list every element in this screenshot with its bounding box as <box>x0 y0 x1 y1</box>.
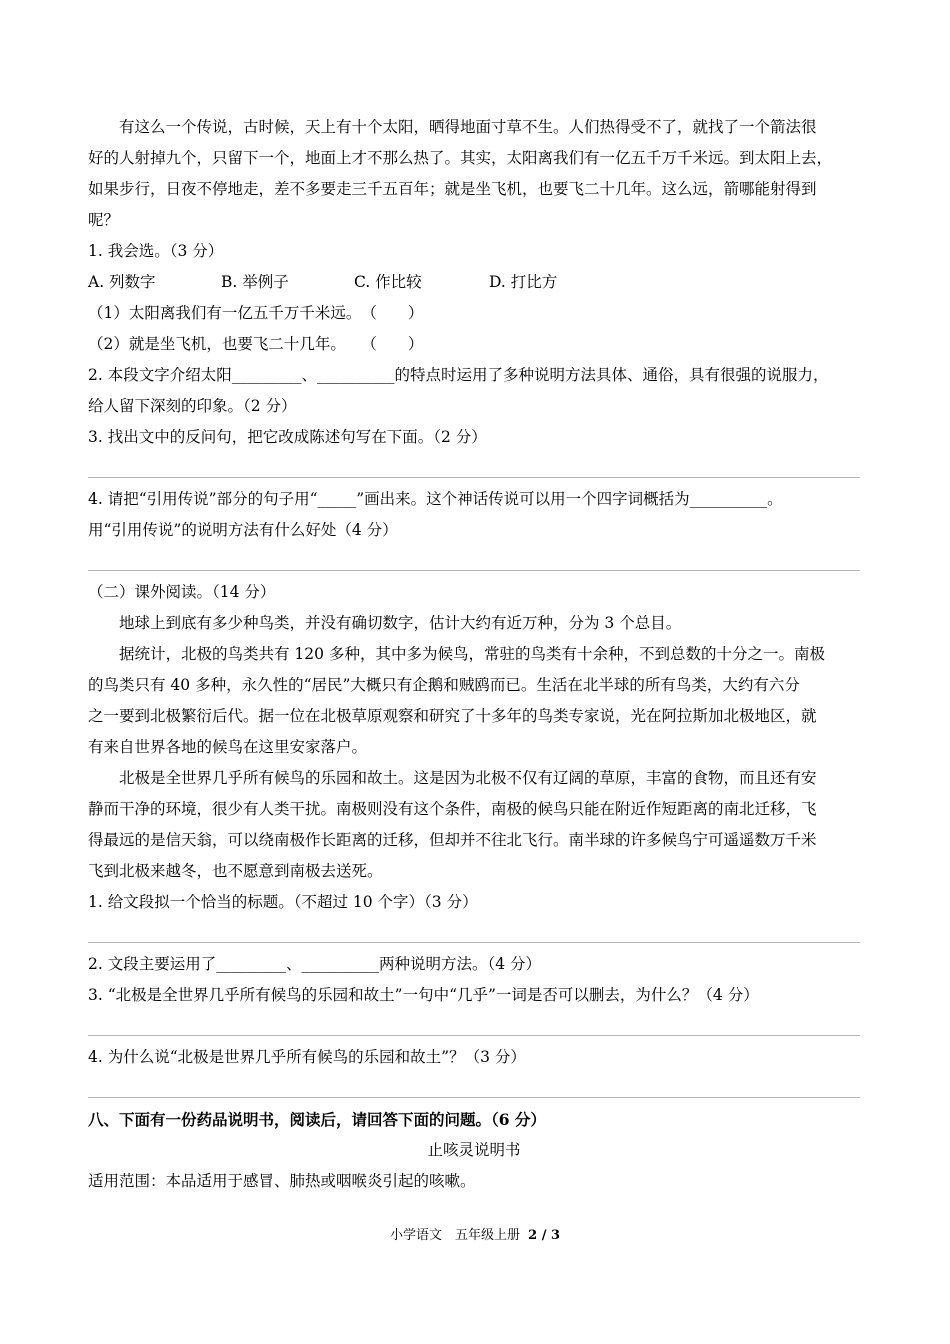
section-2-title: （二）课外阅读。（14 分） <box>88 583 276 601</box>
passage-line: 地球上到底有多少种鸟类，并没有确切数字，估计大约有近万种，分为 3 个总目。 <box>119 614 682 632</box>
question-2-cont: 给人留下深刻的印象。（2 分） <box>88 397 297 415</box>
page-footer <box>0 1226 950 1246</box>
passage-line: 呢？ <box>88 211 120 229</box>
passage-line: 据统计，北极的鸟类共有 120 多种，其中多为候鸟，常驻的鸟类有十余种，不到总数的十分之一。南极 <box>119 645 825 663</box>
document-title: 止咳灵说明书 <box>427 1141 521 1159</box>
passage-line: 的鸟类只有 40 多种，永久性的“居民”大概只有企鹅和贼鸥而已。生活在北半球的所有鸟类，大约有六分 <box>88 676 800 694</box>
section-2-question-4: 4. 为什么说“北极是世界几乎所有候鸟的乐园和故土”？（3 分） <box>88 1048 526 1066</box>
section-2-question-2: 2. 文段主要运用了_________、__________两种说明方法。（4 分） <box>88 955 542 973</box>
option-b: B. 举例子 <box>221 273 289 291</box>
question-1-options <box>88 267 860 298</box>
passage-line: 有这么一个传说，古时候，天上有十个太阳，晒得地面寸草不生。人们热得受不了，就找了一个箭法很 <box>119 118 817 136</box>
option-d: D. 打比方 <box>489 273 558 291</box>
question-1-title: 1. 我会选。（3 分） <box>88 242 224 260</box>
passage-line: 得最远的是信天翁，可以绕南极作长距离的迁移，但却并不往北飞行。南半球的许多候鸟宁可遥遥数万千米 <box>88 831 817 849</box>
page-number: 2 / 3 <box>528 1228 561 1243</box>
passage-line: 北极是全世界几乎所有候鸟的乐园和故土。这是因为北极不仅有辽阔的草原，丰富的食物，而且还有安 <box>119 769 817 787</box>
passage-line: 静而干净的环境，很少有人类干扰。南极则没有这个条件，南极的候鸟只能在附近作短距离的南北迁移，飞 <box>88 800 817 818</box>
passage-line: 飞到北极来越冬，也不愿意到南极去送死。 <box>88 862 383 880</box>
question-1-item: （2）就是坐飞机，也要飞二十几年。 （ ） <box>88 335 424 353</box>
question-2: 2. 本段文字介绍太阳_________、__________的特点时运用了多种说明方法具体、通俗，具有很强的说服力， <box>88 366 829 384</box>
question-4: 4. 请把“引用传说”部分的句子用“_____”画出来。这个神话传说可以用一个四字词概括为__________。 <box>88 490 783 508</box>
footer-subject: 小学语文 五年级上册 <box>389 1228 520 1243</box>
passage-line: 之一要到北极繁衍后代。据一位在北极草原观察和研究了十多年的鸟类专家说，光在阿拉斯加北极地区，就 <box>88 707 817 725</box>
passage-line: 好的人射掉九个，只留下一个，地面上才不那么热了。其实，太阳离我们有一亿五千万千米远。到太阳上去， <box>88 149 833 167</box>
option-a: A. 列数字 <box>88 273 156 291</box>
passage-line: 如果步行，日夜不停地走，差不多要走三千五百年；就是坐飞机，也要飞二十几年。这么远，箭哪能射得到 <box>88 180 817 198</box>
section-2-question-1: 1. 给文段拟一个恰当的标题。（不超过 10 个字）（3 分） <box>88 893 478 911</box>
exam-page <box>88 112 860 1197</box>
option-c: C. 作比较 <box>354 273 422 291</box>
question-3: 3. 找出文中的反问句，把它改成陈述句写在下面。（2 分） <box>88 428 487 446</box>
question-1-item: （1）太阳离我们有一亿五千万千米远。 （ ） <box>88 304 424 322</box>
passage-line: 有来自世界各地的候鸟在这里安家落户。 <box>88 738 368 756</box>
section-2-question-3: 3. “北极是全世界几乎所有候鸟的乐园和故土”一句中“几乎”一词是否可以删去，为什么？（4 分） <box>88 986 759 1004</box>
section-8-title: 八、下面有一份药品说明书，阅读后，请回答下面的问题。（6 分） <box>88 1110 546 1129</box>
question-4-cont: 用“引用传说”的说明方法有什么好处（4 分） <box>88 521 398 539</box>
document-line: 适用范围：本品适用于感冒、肺热或咽喉炎引起的咳嗽。 <box>88 1172 476 1190</box>
